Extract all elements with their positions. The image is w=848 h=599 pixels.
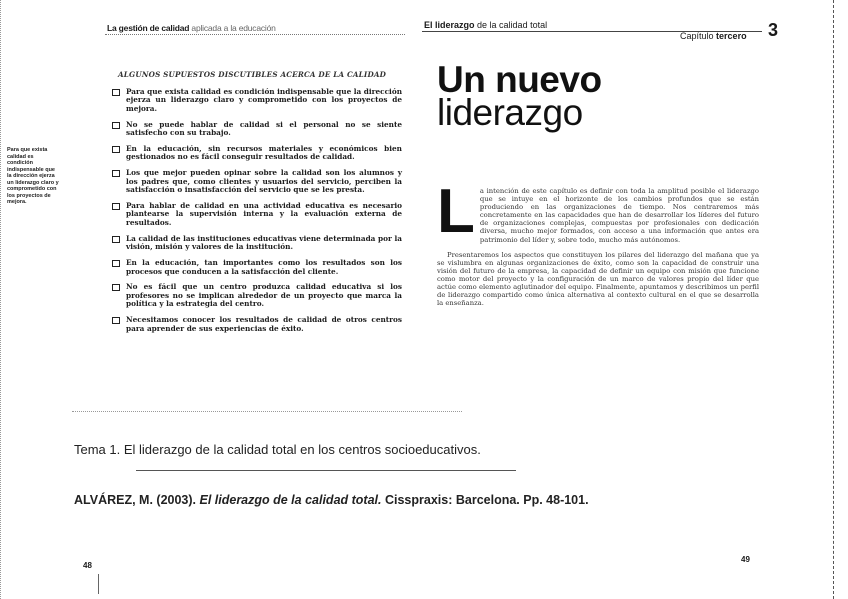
reference-title: El liderazgo de la calidad total. bbox=[199, 493, 382, 507]
list-item-text: La calidad de las instituciones educativas viene determinada por la visión, misión y valores de la institución. bbox=[126, 233, 402, 252]
chapter-label-ordinal: tercero bbox=[716, 31, 747, 41]
margin-note: Para que exista calidad es condición indispensable que la dirección ejerza un liderazgo claro y comprometido con los proyectos de mejora. bbox=[7, 147, 59, 205]
checkbox-icon bbox=[112, 122, 120, 129]
list-item-text: Los que mejor pueden opinar sobre la calidad son los alumnos y los padres que, como clientes y usuarios del servicio, perciben la satisfacción o insatisfacción del servicio que se les presta. bbox=[126, 168, 402, 195]
paragraph-2: Presentaremos los aspectos que constituyen los pilares del liderazgo del mañana que ya se vislumbra en algunas organizaciones de éxito, como son la capacidad de construir una visión del futuro de la empresa, la capacidad de definir un equipo con misión que funcione como motor del proyecto y la configuración de un marco de valores propio del líder que actúe como elemento aglutinador del equipo. Finalmente, apuntamos y describimos un perfil de liderazgo compartido como única alternativa al contexto cultural en el que se desarrolla la enseñanza. bbox=[437, 250, 759, 308]
list-item-text: Para que exista calidad es condición indispensable que la dirección ejerza un liderazgo claro y comprometido con los proyectos de mejora. bbox=[126, 87, 402, 113]
binding-edge bbox=[0, 0, 4, 599]
list-item-text: Para hablar de calidad en una actividad educativa es necesario plantearse la supervisión interna y la evaluación externa de resultados. bbox=[126, 201, 402, 227]
header-left-light: aplicada a la educación bbox=[191, 23, 276, 33]
running-header-right bbox=[424, 20, 547, 30]
divider bbox=[72, 411, 462, 412]
bibliographic-reference bbox=[74, 493, 589, 507]
chapter-number: 3 bbox=[768, 20, 779, 40]
checkbox-icon bbox=[112, 170, 120, 177]
header-left-bold: La gestión de calidad bbox=[107, 23, 190, 33]
topic-caption: Tema 1. El liderazgo de la calidad total en los centros socioeducativos. bbox=[74, 442, 481, 457]
list-item-text: No se puede hablar de calidad si el personal no se siente satisfecho con su trabajo. bbox=[126, 119, 402, 138]
checkbox-icon bbox=[112, 203, 120, 210]
body-text bbox=[437, 177, 759, 308]
page-number-right: 49 bbox=[741, 555, 750, 564]
caption-rule bbox=[136, 470, 516, 471]
header-right-light: de la calidad total bbox=[477, 20, 548, 30]
list-item bbox=[112, 202, 402, 227]
list-item bbox=[112, 145, 402, 162]
running-header-left bbox=[107, 23, 276, 33]
list-item bbox=[112, 259, 402, 276]
list-item bbox=[112, 316, 402, 333]
reference-author: ALVÁREZ, M. (2003). bbox=[74, 493, 197, 507]
reference-publisher: Cisspraxis: Barcelona. Pp. 48-101. bbox=[384, 493, 589, 507]
list-item-text: Necesitamos conocer los resultados de calidad de otros centros para aprender de sus experiencias de éxito. bbox=[126, 315, 402, 333]
checkbox-icon bbox=[112, 146, 120, 153]
page-title bbox=[437, 59, 602, 133]
list-item-text: En la educación, tan importantes como los resultados son los procesos que conducen a la satisfacción del cliente. bbox=[126, 258, 402, 276]
assumptions-list bbox=[112, 88, 402, 340]
list-item bbox=[112, 283, 402, 308]
list-item bbox=[112, 169, 402, 194]
page-title-line2: liderazgo bbox=[437, 92, 583, 133]
drop-cap: L bbox=[437, 177, 475, 246]
checkbox-icon bbox=[112, 260, 120, 267]
checkbox-icon bbox=[112, 236, 120, 243]
chapter-label bbox=[680, 31, 747, 41]
list-title: ALGUNOS SUPUESTOS DISCUTIBLES ACERCA DE LA CALIDAD bbox=[118, 70, 387, 79]
list-item-text: En la educación, sin recursos materiales y económicos bien gestionados no es fácil conseguir resultados de calidad. bbox=[126, 144, 402, 162]
crop-mark bbox=[98, 574, 100, 594]
checkbox-icon bbox=[112, 89, 120, 96]
list-item bbox=[112, 121, 402, 138]
checkbox-icon bbox=[112, 317, 120, 324]
page-title-line1: Un nuevo bbox=[437, 59, 602, 100]
header-right-bold: El liderazgo bbox=[424, 20, 475, 30]
page-number-left: 48 bbox=[83, 561, 92, 570]
list-item-text: No es fácil que un centro produzca calidad educativa si los profesores no se implican alrededor de un proyecto que marca la política y la estrategia del centro. bbox=[126, 282, 402, 309]
header-rule-left bbox=[105, 34, 405, 35]
checkbox-icon bbox=[112, 284, 120, 291]
list-item bbox=[112, 88, 402, 113]
list-item bbox=[112, 235, 402, 252]
chapter-label-word: Capítulo bbox=[680, 31, 714, 41]
scan-edge bbox=[833, 0, 842, 599]
paragraph-1: a intención de este capítulo es definir con toda la amplitud posible el liderazgo que se intuye en el horizonte de los cambios profundos que se están produciendo en las organizaciones de tiempo. Nos centraremos más concretamente en las capacidades que han de desarrollar los líderes del futuro de organizaciones complejas, compuestas por profesionales con dedicación diversa, mucho mejor formados, con acceso a una información que antes era patrimonio del líder y, sobre todo, mucho más autónomos. bbox=[479, 187, 759, 244]
